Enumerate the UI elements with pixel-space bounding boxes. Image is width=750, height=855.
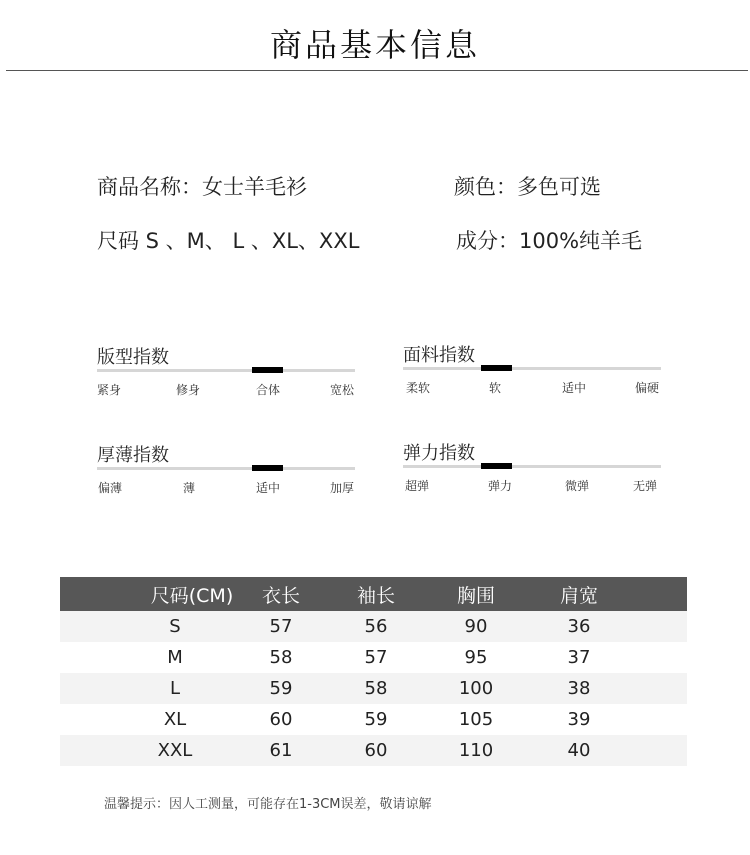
table-cell: 58 xyxy=(364,678,388,699)
table-row xyxy=(60,642,687,673)
table-cell: 95 xyxy=(464,647,488,668)
index-track xyxy=(97,467,355,470)
size-table-header xyxy=(60,577,687,611)
index-title: 面料指数 xyxy=(403,345,475,366)
index-label: 偏薄 xyxy=(97,481,123,495)
table-cell: 90 xyxy=(464,616,488,637)
product-color: 颜色：多色可选 xyxy=(454,175,601,199)
index-label: 柔软 xyxy=(405,381,431,395)
table-cell: XL xyxy=(163,709,187,730)
index-title: 弹力指数 xyxy=(403,443,475,464)
index-track xyxy=(97,369,355,372)
title-divider xyxy=(6,70,748,71)
header-cell: 胸围 xyxy=(456,584,496,607)
index-title: 版型指数 xyxy=(97,347,169,368)
index-marker xyxy=(252,367,283,373)
table-row xyxy=(60,704,687,735)
index-label: 宽松 xyxy=(329,383,355,397)
header-cell: 肩宽 xyxy=(559,584,599,607)
size-table xyxy=(60,577,687,766)
index-label: 偏硬 xyxy=(634,381,660,395)
page-title: 商品基本信息 xyxy=(269,26,480,64)
index-marker xyxy=(481,463,512,469)
product-sizes: 尺码 S 、M、 L 、XL、XXL xyxy=(97,229,360,253)
index-label: 紧身 xyxy=(96,383,122,397)
table-cell: 40 xyxy=(567,740,591,761)
table-cell: 39 xyxy=(567,709,591,730)
index-track xyxy=(403,465,661,468)
index-label: 微弹 xyxy=(564,479,590,493)
index-label: 无弹 xyxy=(632,479,658,493)
table-cell: 59 xyxy=(269,678,293,699)
table-cell: 110 xyxy=(458,740,494,761)
index-label: 加厚 xyxy=(329,481,355,495)
table-cell: 57 xyxy=(364,647,388,668)
table-cell: 59 xyxy=(364,709,388,730)
table-cell: 37 xyxy=(567,647,591,668)
table-cell: XXL xyxy=(157,740,193,761)
index-label: 适中 xyxy=(561,381,587,395)
index-label: 合体 xyxy=(255,383,281,397)
index-label: 适中 xyxy=(255,481,281,495)
table-cell: 60 xyxy=(364,740,388,761)
table-cell: S xyxy=(169,616,181,637)
product-material: 成分：100%纯羊毛 xyxy=(456,229,643,253)
table-cell: 105 xyxy=(458,709,494,730)
index-label: 弹力 xyxy=(487,479,513,493)
table-cell: 100 xyxy=(458,678,494,699)
table-cell: 60 xyxy=(269,709,293,730)
table-cell: 57 xyxy=(269,616,293,637)
table-cell: 58 xyxy=(269,647,293,668)
table-cell: 38 xyxy=(567,678,591,699)
index-label: 超弹 xyxy=(404,479,430,493)
index-label: 薄 xyxy=(182,481,196,495)
table-cell: 56 xyxy=(364,616,388,637)
table-row xyxy=(60,735,687,766)
index-title: 厚薄指数 xyxy=(97,445,169,466)
header-cell: 衣长 xyxy=(261,584,301,607)
index-track xyxy=(403,367,661,370)
product-name: 商品名称：女士羊毛衫 xyxy=(97,175,307,199)
table-cell: 61 xyxy=(269,740,293,761)
index-label: 软 xyxy=(488,381,502,395)
header-cell: 尺码(CM) xyxy=(150,584,234,607)
table-cell: M xyxy=(167,647,183,668)
index-marker xyxy=(481,365,512,371)
table-row xyxy=(60,673,687,704)
measurement-note: 温馨提示：因人工测量，可能存在1-3CM误差，敬请谅解 xyxy=(104,797,432,812)
header-cell: 袖长 xyxy=(356,584,396,607)
index-label: 修身 xyxy=(175,383,201,397)
table-row xyxy=(60,611,687,642)
index-marker xyxy=(252,465,283,471)
table-cell: 36 xyxy=(567,616,591,637)
table-cell: L xyxy=(169,678,181,699)
